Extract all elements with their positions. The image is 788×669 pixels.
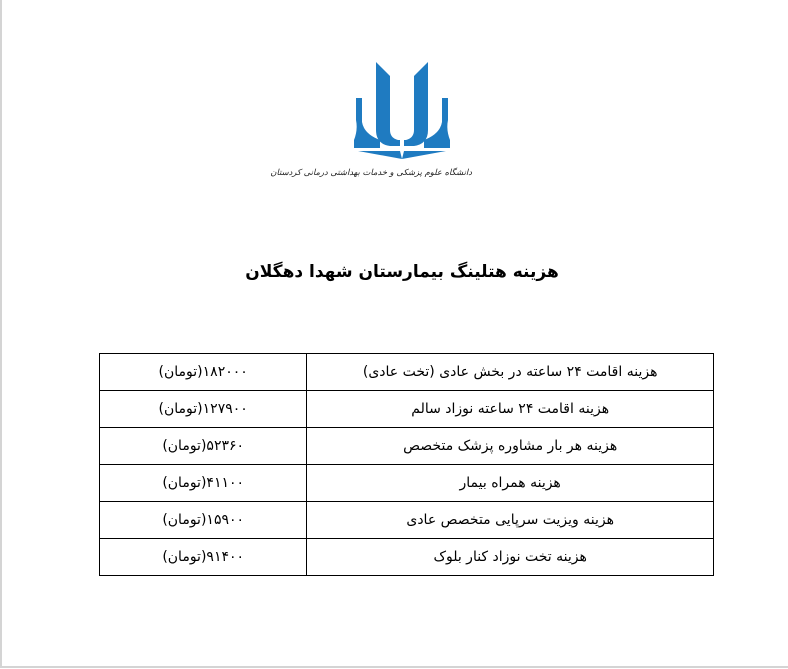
table-row — [100, 539, 714, 576]
fee-price: ۱۲۷۹۰۰(تومان) — [100, 391, 307, 428]
fee-price: ۹۱۴۰۰(تومان) — [100, 539, 307, 576]
fee-table — [99, 353, 714, 576]
fee-description: هزینه تخت نوزاد کنار بلوک — [307, 539, 714, 576]
table-row — [100, 502, 714, 539]
table-row — [100, 354, 714, 391]
fee-description: هزینه اقامت ۲۴ ساعته نوزاد سالم — [307, 391, 714, 428]
table-row — [100, 465, 714, 502]
logo-caption: دانشگاه علوم پزشکی و خدمات بهداشتی درمانی کردستان — [270, 167, 472, 177]
table-row — [100, 428, 714, 465]
fee-description: هزینه همراه بیمار — [307, 465, 714, 502]
fee-price: ۱۵۹۰۰(تومان) — [100, 502, 307, 539]
table-row — [100, 391, 714, 428]
fee-price: ۱۸۲۰۰۰(تومان) — [100, 354, 307, 391]
page-title: هزینه هتلینگ بیمارستان شهدا دهگلان — [245, 262, 559, 282]
fee-description: هزینه هر بار مشاوره پزشک متخصص — [307, 428, 714, 465]
fee-price: ۴۱۱۰۰(تومان) — [100, 465, 307, 502]
fee-description: هزینه اقامت ۲۴ ساعته در بخش عادی (تخت عادی) — [307, 354, 714, 391]
university-emblem-icon — [350, 60, 454, 160]
fee-price: ۵۲۳۶۰(تومان) — [100, 428, 307, 465]
fee-description: هزینه ویزیت سرپایی متخصص عادی — [307, 502, 714, 539]
